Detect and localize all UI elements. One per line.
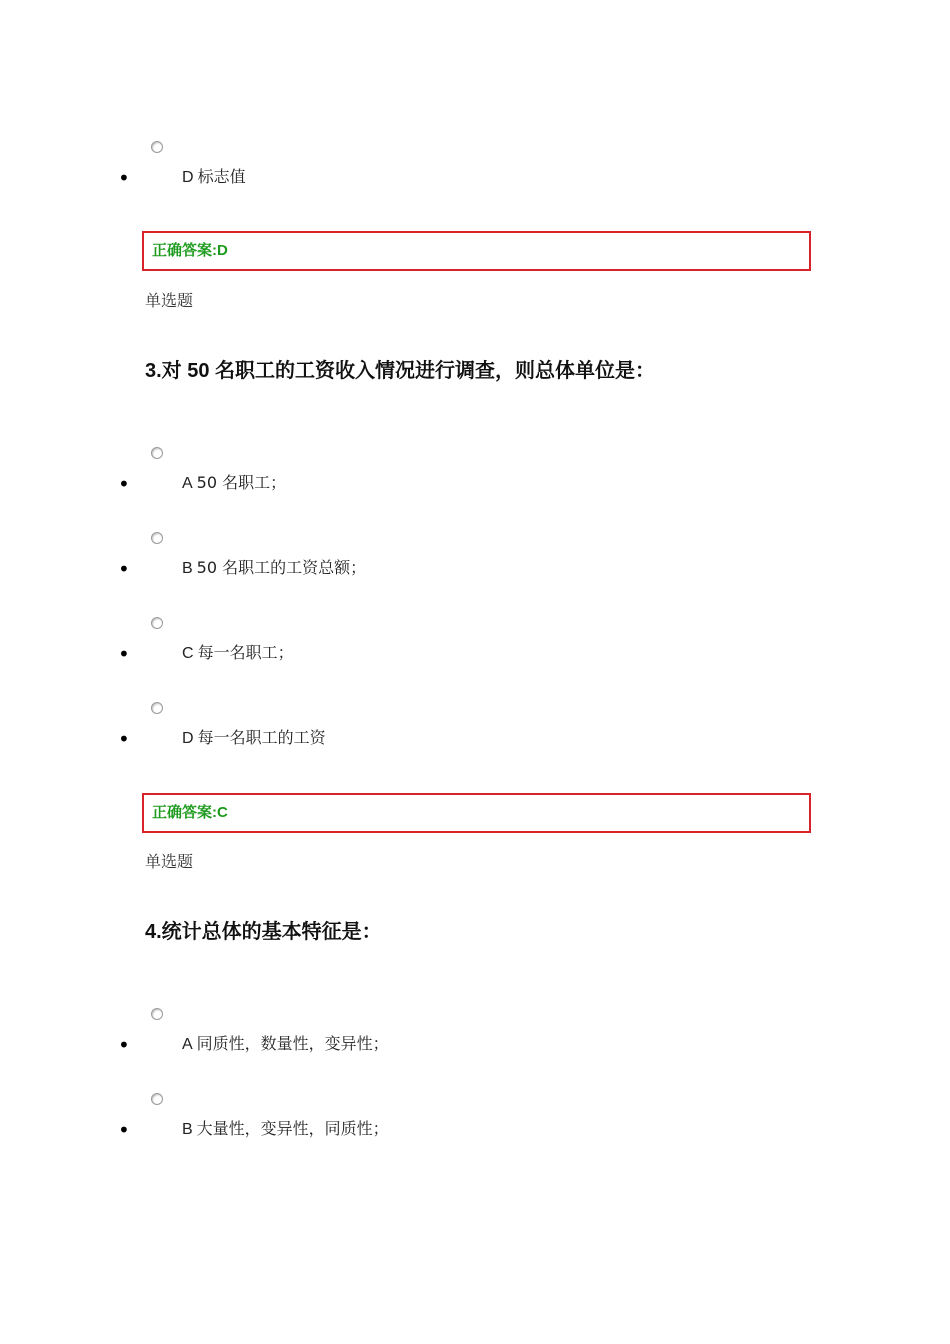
- option-letter: A: [182, 1036, 193, 1053]
- list-bullet: •: [118, 557, 130, 581]
- radio-q4-b[interactable]: [151, 1093, 163, 1105]
- question-type-q3: 单选题: [145, 291, 194, 310]
- option-letter: C: [182, 645, 194, 662]
- list-bullet: •: [118, 642, 130, 666]
- radio-q4-a[interactable]: [151, 1008, 163, 1020]
- option-q4-a: [182, 1034, 389, 1055]
- question-type-q4: 单选题: [145, 852, 194, 871]
- option-q2-d: [182, 167, 246, 188]
- option-text: 每一名职工的工资: [197, 728, 326, 747]
- radio-q3-c[interactable]: [151, 617, 163, 629]
- option-letter: B: [182, 560, 193, 577]
- list-bullet: •: [118, 472, 130, 496]
- correct-answer-box-q3: 正确答案:C: [142, 793, 811, 833]
- radio-q3-a[interactable]: [151, 447, 163, 459]
- radio-q3-b[interactable]: [151, 532, 163, 544]
- option-q3-b: [182, 558, 366, 579]
- option-q3-d: [182, 728, 326, 749]
- option-text: 50 名职工的工资总额；: [196, 558, 367, 577]
- option-text: 标志值: [197, 167, 246, 186]
- radio-q2-d[interactable]: [151, 141, 163, 153]
- option-letter: D: [182, 169, 194, 186]
- option-letter: B: [182, 1121, 193, 1138]
- radio-q3-d[interactable]: [151, 702, 163, 714]
- correct-answer-box-q2: 正确答案:D: [142, 231, 811, 271]
- option-text: 大量性，变异性，同质性；: [196, 1119, 389, 1138]
- list-bullet: •: [118, 1118, 130, 1142]
- list-bullet: •: [118, 166, 130, 190]
- option-q3-a: [182, 473, 286, 494]
- option-text: 每一名职工；: [197, 643, 294, 662]
- list-bullet: •: [118, 1033, 130, 1057]
- list-bullet: •: [118, 727, 130, 751]
- option-q4-b: [182, 1119, 389, 1140]
- option-text: 50 名职工；: [196, 473, 287, 492]
- option-letter: A: [182, 475, 193, 492]
- question-title-q3: 3.对 50 名职工的工资收入情况进行调查，则总体单位是：: [145, 360, 656, 382]
- option-letter: D: [182, 730, 194, 747]
- option-q3-c: [182, 643, 294, 664]
- option-text: 同质性，数量性，变异性；: [196, 1034, 389, 1053]
- question-title-q4: 4.统计总体的基本特征是：: [145, 921, 382, 943]
